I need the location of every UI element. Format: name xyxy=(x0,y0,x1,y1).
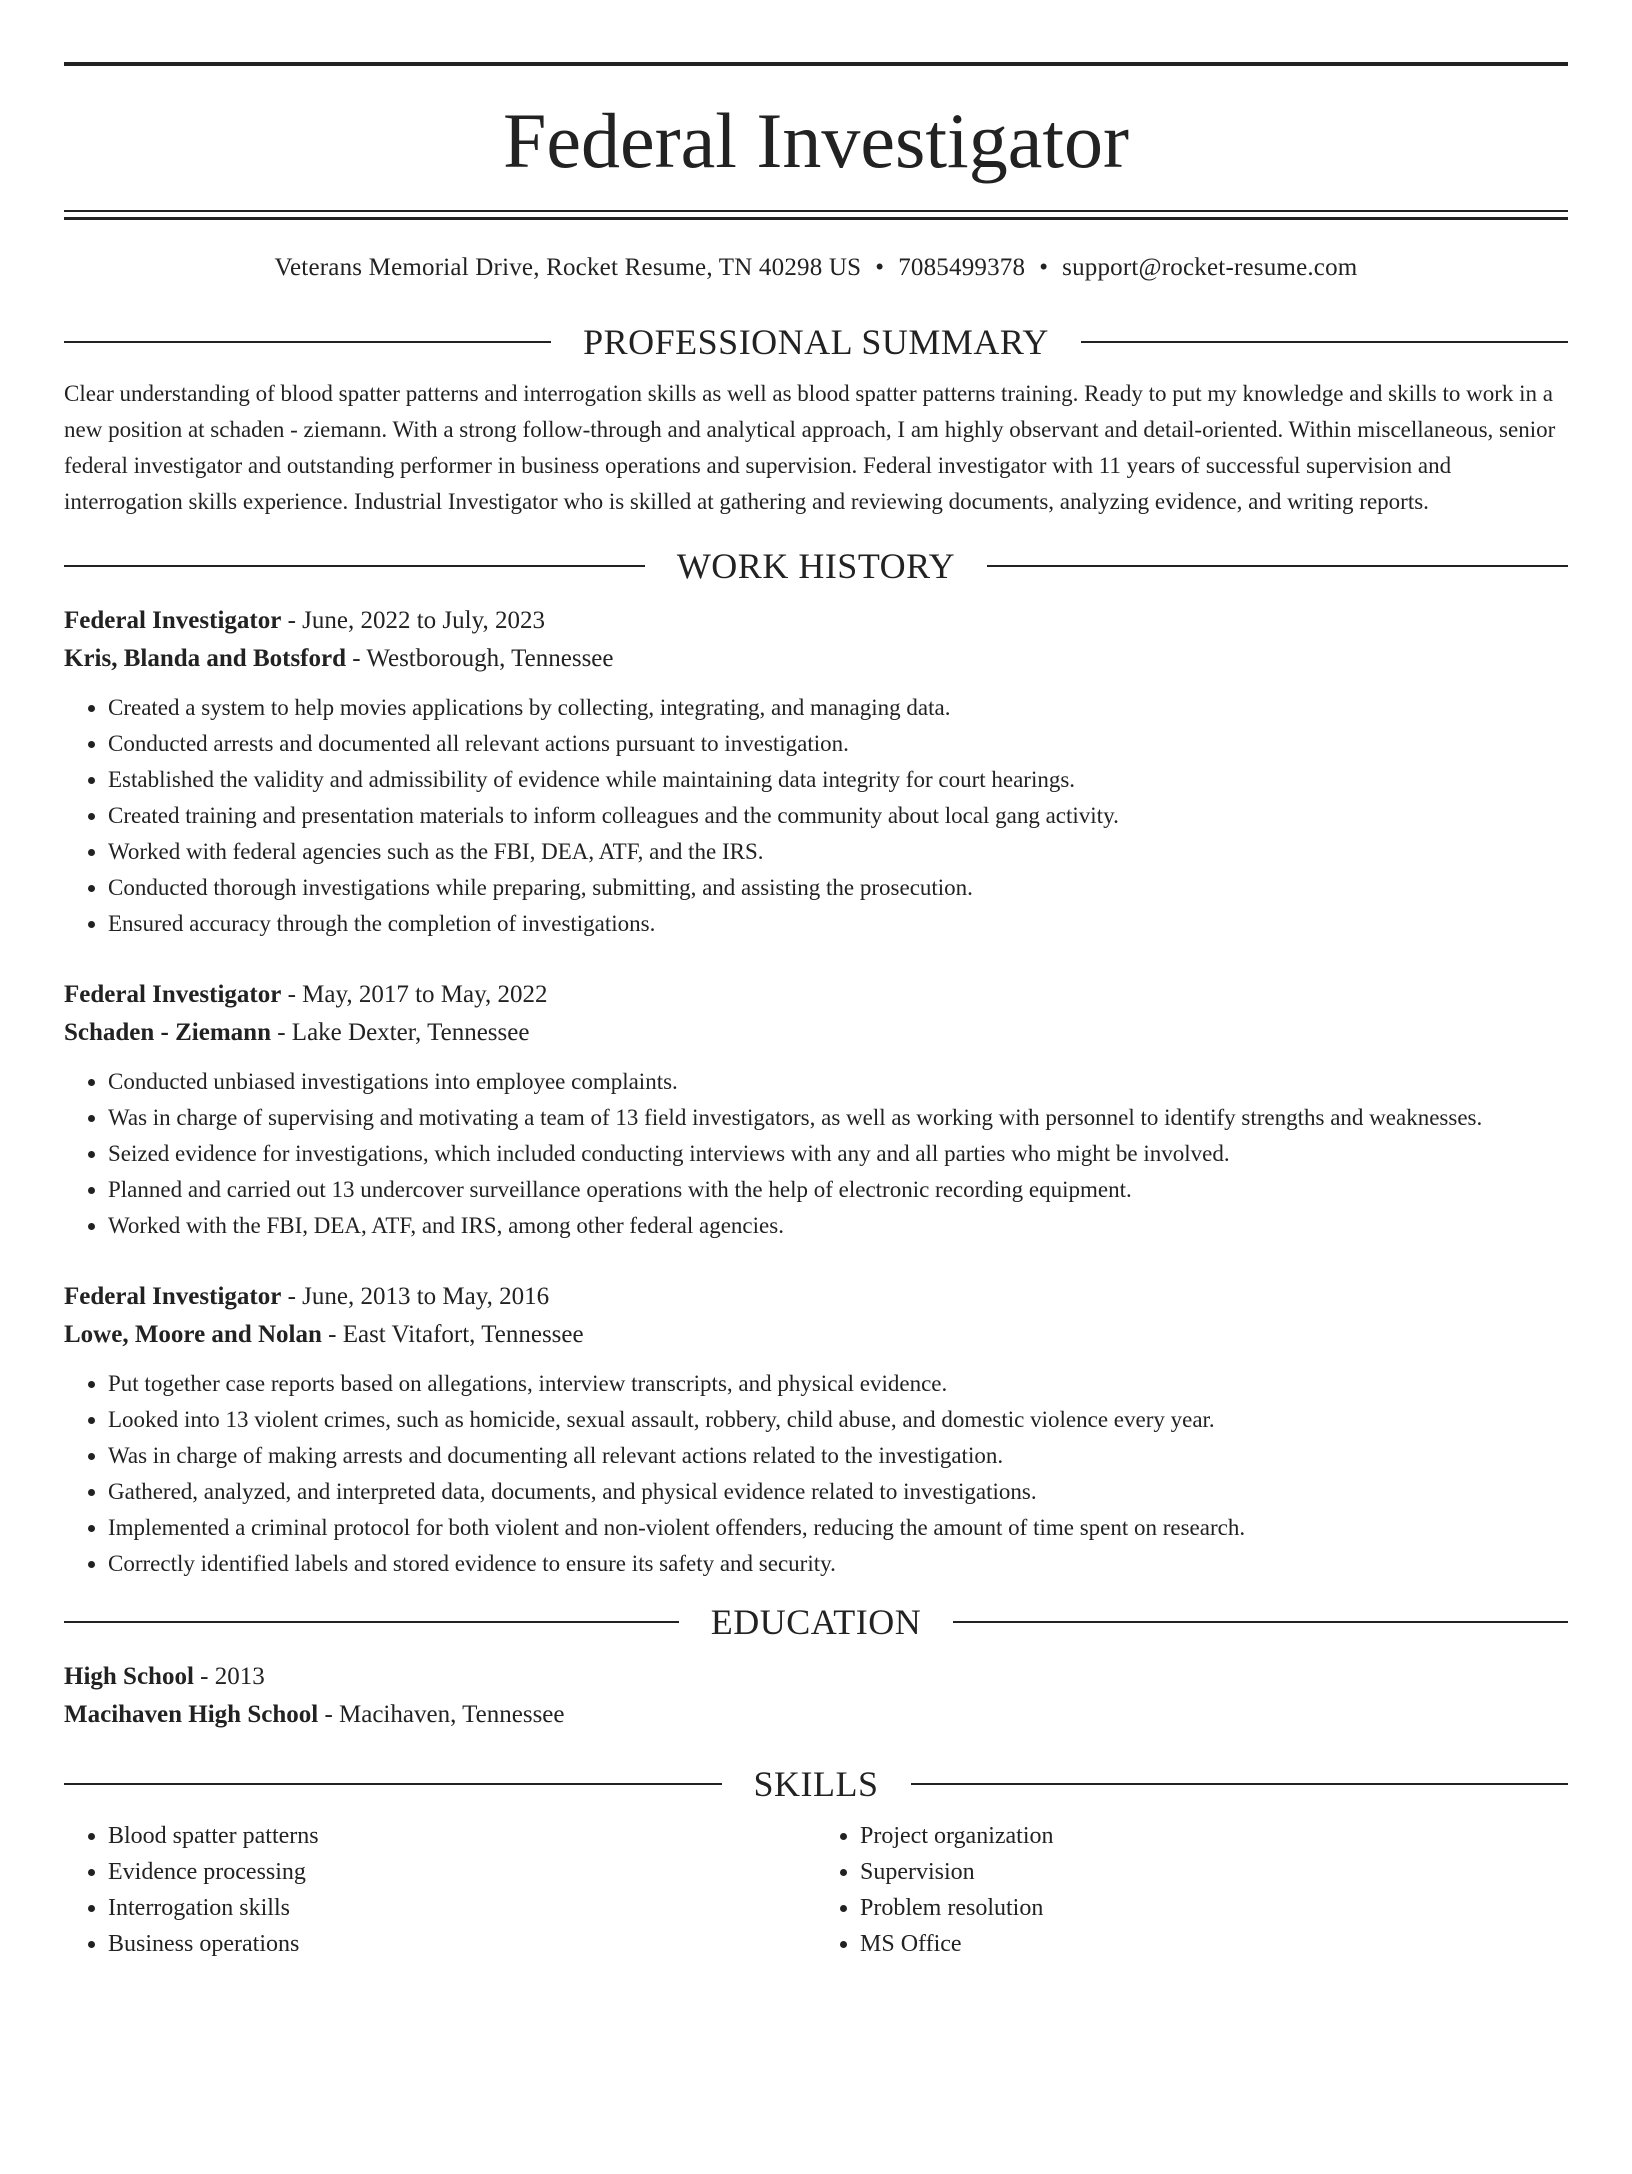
list-item: • Created a system to help movies applications by collecting, integrating, and managing data. xyxy=(108,690,1568,726)
list-item: • Looked into 13 violent crimes, such as homicide, sexual assault, robbery, child abuse, and domestic violence every year. xyxy=(108,1402,1568,1438)
skills-column-left xyxy=(64,1818,816,1962)
list-item: • Project organization xyxy=(860,1818,1568,1854)
header-double-rule xyxy=(64,210,1568,220)
job-role: Federal Investigator xyxy=(64,981,282,1008)
job-company: Kris, Blanda and Botsford xyxy=(64,645,347,672)
list-item: • Planned and carried out 13 undercover surveillance operations with the help of electronic recording equipment. xyxy=(108,1172,1568,1208)
summary-title: PROFESSIONAL SUMMARY xyxy=(583,322,1049,362)
list-item: • Evidence processing xyxy=(108,1854,816,1890)
resume-name: Federal Investigator xyxy=(503,97,1129,184)
list-item: • Established the validity and admissibility of evidence while maintaining data integrity for court hearings. xyxy=(108,762,1568,798)
education-entry xyxy=(64,1658,1568,1734)
job-dates: - May, 2017 to May, 2022 xyxy=(281,981,548,1008)
list-item: • Correctly identified labels and stored evidence to ensure its safety and security. xyxy=(108,1546,1568,1582)
contact-separator: • xyxy=(1039,254,1049,281)
list-item: • Worked with federal agencies such as the FBI, DEA, ATF, and the IRS. xyxy=(108,834,1568,870)
job-dates: - June, 2022 to July, 2023 xyxy=(281,607,545,634)
job-role: Federal Investigator xyxy=(64,1283,282,1310)
job-company: Schaden - Ziemann xyxy=(64,1019,271,1046)
list-item: • Conducted unbiased investigations into employee complaints. xyxy=(108,1064,1568,1100)
job-dates: - June, 2013 to May, 2016 xyxy=(281,1283,550,1310)
education-title: EDUCATION xyxy=(710,1602,922,1642)
list-item: • Problem resolution xyxy=(860,1890,1568,1926)
job-location: - Lake Dexter, Tennessee xyxy=(270,1019,530,1046)
work-title: WORK HISTORY xyxy=(676,546,956,586)
list-item: • Conducted arrests and documented all relevant actions pursuant to investigation. xyxy=(108,726,1568,762)
education-heading xyxy=(64,1604,1568,1640)
education-year: - 2013 xyxy=(193,1663,265,1690)
resume-page xyxy=(0,62,1632,2174)
skills-title: SKILLS xyxy=(753,1764,879,1804)
list-item: • Created training and presentation materials to inform colleagues and the community about local gang activity. xyxy=(108,798,1568,834)
job-entry-1 xyxy=(64,602,1568,942)
list-item: • Seized evidence for investigations, which included conducting interviews with any and all parties who might be involved. xyxy=(108,1136,1568,1172)
summary-heading xyxy=(64,324,1568,360)
list-item: • Gathered, analyzed, and interpreted data, documents, and physical evidence related to investigations. xyxy=(108,1474,1568,1510)
list-item: • Implemented a criminal protocol for both violent and non-violent offenders, reducing the amount of time spent on research. xyxy=(108,1510,1568,1546)
list-item: • Was in charge of making arrests and documenting all relevant actions related to the investigation. xyxy=(108,1438,1568,1474)
education-location: - Macihaven, Tennessee xyxy=(318,1701,565,1728)
skills-heading xyxy=(64,1766,1568,1802)
job-location: - Westborough, Tennessee xyxy=(346,645,614,672)
job-bullets xyxy=(64,690,1568,942)
contact-email[interactable]: support@rocket-resume.com xyxy=(1062,254,1358,281)
list-item: • Ensured accuracy through the completion of investigations. xyxy=(108,906,1568,942)
skills-column-right xyxy=(816,1818,1568,1962)
education-degree: High School xyxy=(64,1663,194,1690)
job-entry-2 xyxy=(64,976,1568,1244)
summary-text: Clear understanding of blood spatter patterns and interrogation skills as well as blood spatter patterns training. Ready to put my knowledge and skills to work in a new position at schaden - ziemann. With a strong follow-through and analytical approach, I am highly observant and detail-oriented. Within miscellaneous, senior federal investigator and outstanding performer in business operations and supervision. Federal investigator with 11 years of successful supervision and interrogation skills experience. Industrial Investigator who is skilled at gathering and reviewing documents, analyzing evidence, and writing reports. xyxy=(64,381,1556,514)
list-item: • Blood spatter patterns xyxy=(108,1818,816,1854)
job-location: - East Vitafort, Tennessee xyxy=(321,1321,584,1348)
list-item: • Supervision xyxy=(860,1854,1568,1890)
list-item: • Conducted thorough investigations while preparing, submitting, and assisting the prosecution. xyxy=(108,870,1568,906)
contact-address: Veterans Memorial Drive, Rocket Resume, TN 40298 US xyxy=(274,254,862,281)
job-role: Federal Investigator xyxy=(64,607,282,634)
job-bullets xyxy=(64,1064,1568,1244)
contact-separator: • xyxy=(875,254,885,281)
job-entry-3 xyxy=(64,1278,1568,1582)
contact-phone[interactable]: 7085499378 xyxy=(898,254,1026,281)
contact-line xyxy=(64,254,1568,282)
list-item: • Was in charge of supervising and motivating a team of 13 field investigators, as well as working with personnel to identify strengths and weaknesses. xyxy=(108,1100,1568,1136)
job-bullets xyxy=(64,1366,1568,1582)
list-item: • Business operations xyxy=(108,1926,816,1962)
list-item: • Worked with the FBI, DEA, ATF, and IRS, among other federal agencies. xyxy=(108,1208,1568,1244)
education-school: Macihaven High School xyxy=(64,1701,319,1728)
list-item: • MS Office xyxy=(860,1926,1568,1962)
list-item: • Put together case reports based on allegations, interview transcripts, and physical evidence. xyxy=(108,1366,1568,1402)
list-item: • Interrogation skills xyxy=(108,1890,816,1926)
job-company: Lowe, Moore and Nolan xyxy=(64,1321,322,1348)
work-heading xyxy=(64,548,1568,584)
skills-list xyxy=(64,1818,1568,1962)
